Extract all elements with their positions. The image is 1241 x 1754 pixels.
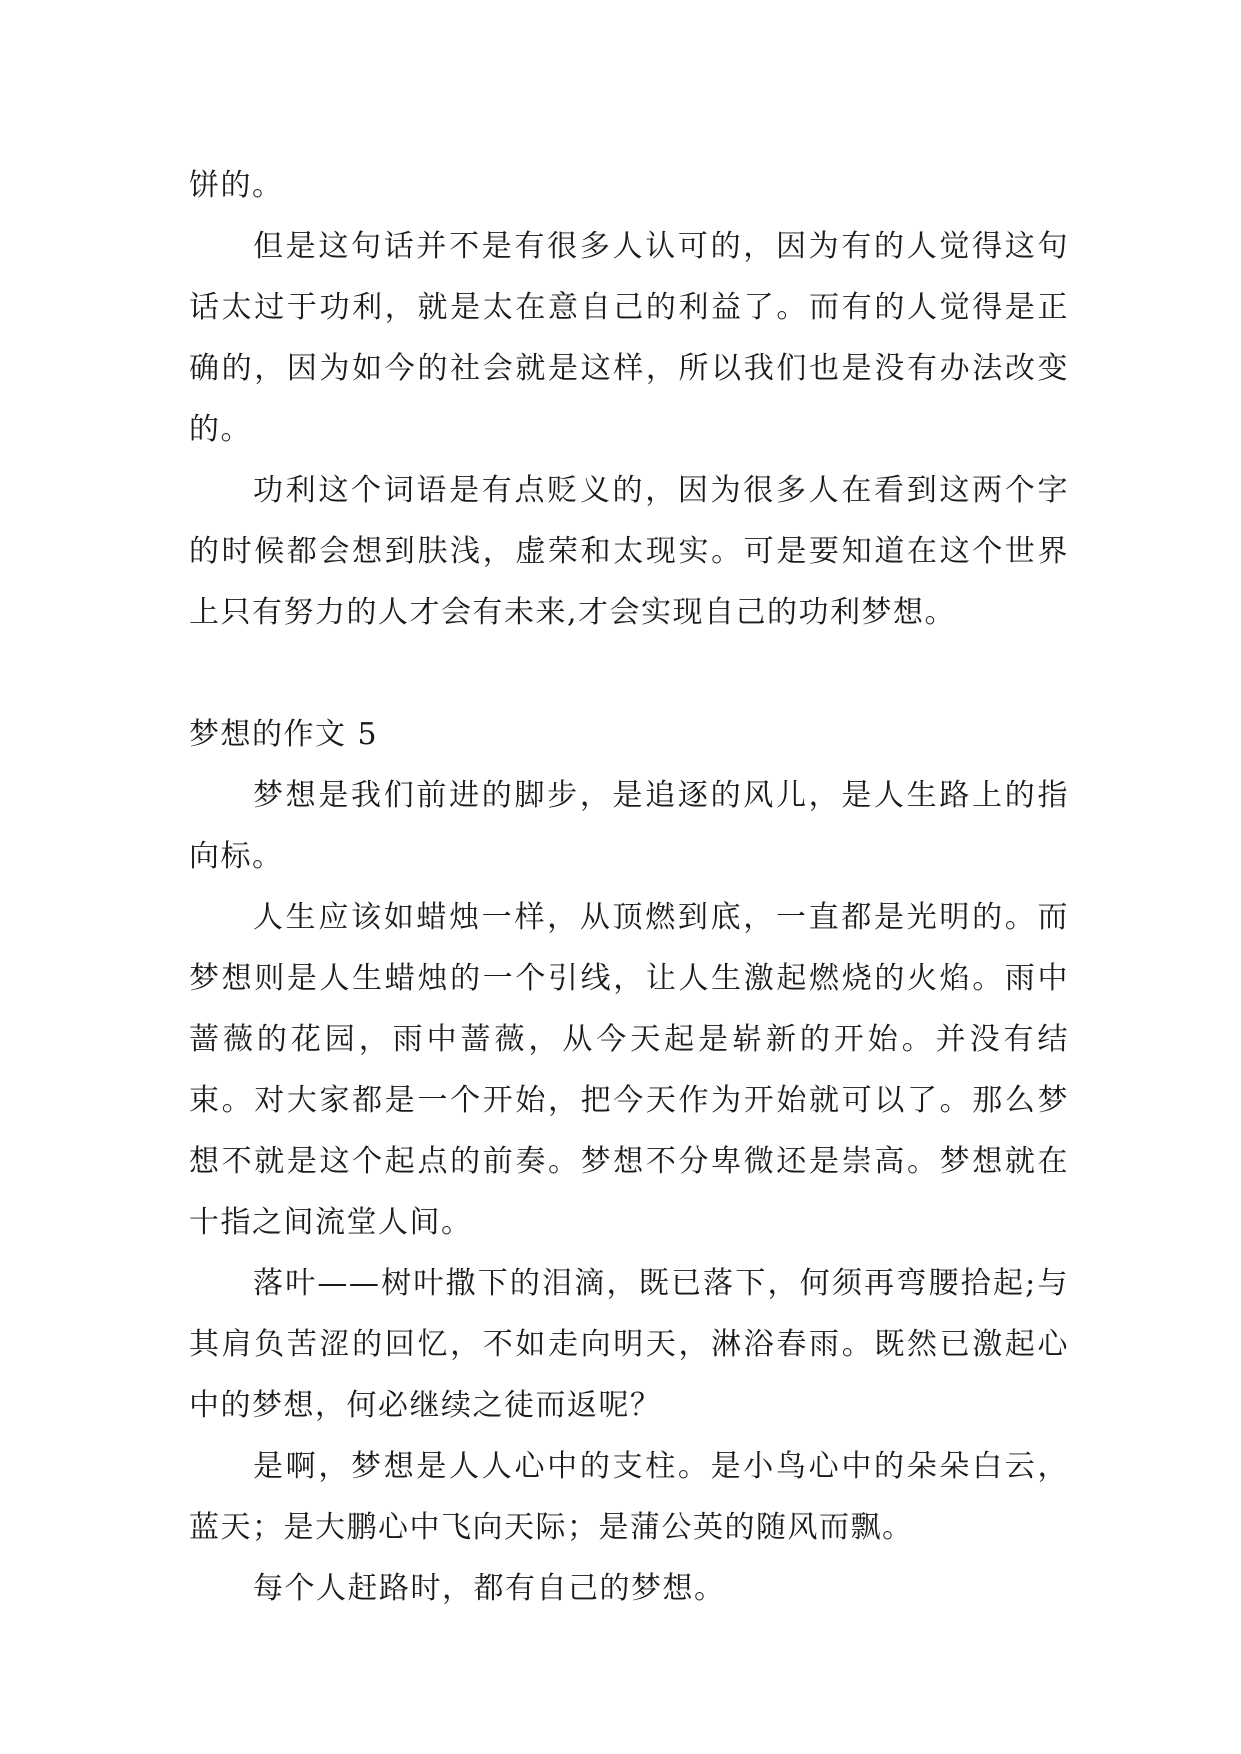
paragraph: 梦想是我们前进的脚步，是追逐的风儿，是人生路上的指向标。 [189,778,1069,874]
paragraph: 功利这个词语是有点贬义的，因为很多人在看到这两个字的时候都会想到肤浅，虚荣和太现实。可是要知道在这个世界上只有努力的人才会有未来,才会实现自己的功利梦想。 [189,473,1069,630]
paragraph: 落叶——树叶撒下的泪滴，既已落下，何须再弯腰拾起;与其肩负苦涩的回忆，不如走向明天，淋浴春雨。既然已激起心中的梦想，何必继续之徒而返呢？ [189,1266,1069,1423]
section-gap [189,643,1069,704]
paragraph: 但是这句话并不是有很多人认可的，因为有的人觉得这句话太过于功利，就是太在意自己的利益了。而有的人觉得是正确的，因为如今的社会就是这样，所以我们也是没有办法改变的。 [189,229,1069,447]
document-body [189,155,1069,1619]
paragraph: 是啊，梦想是人人心中的支柱。是小鸟心中的朵朵白云，蓝天；是大鹏心中飞向天际；是蒲公英的随风而飘。 [189,1449,1069,1545]
paragraph: 人生应该如蜡烛一样，从顶燃到底，一直都是光明的。而梦想则是人生蜡烛的一个引线，让人生激起燃烧的火焰。雨中蔷薇的花园，雨中蔷薇，从今天起是崭新的开始。并没有结束。对大家都是一个开始，把今天作为开始就可以了。那么梦想不就是这个起点的前奏。梦想不分卑微还是崇高。梦想就在十指之间流堂人间。 [189,900,1069,1240]
paragraph: 每个人赶路时，都有自己的梦想。 [253,1571,726,1606]
section-heading: 梦想的作文 5 [189,717,379,752]
paragraph-continuation: 饼的。 [189,168,284,203]
